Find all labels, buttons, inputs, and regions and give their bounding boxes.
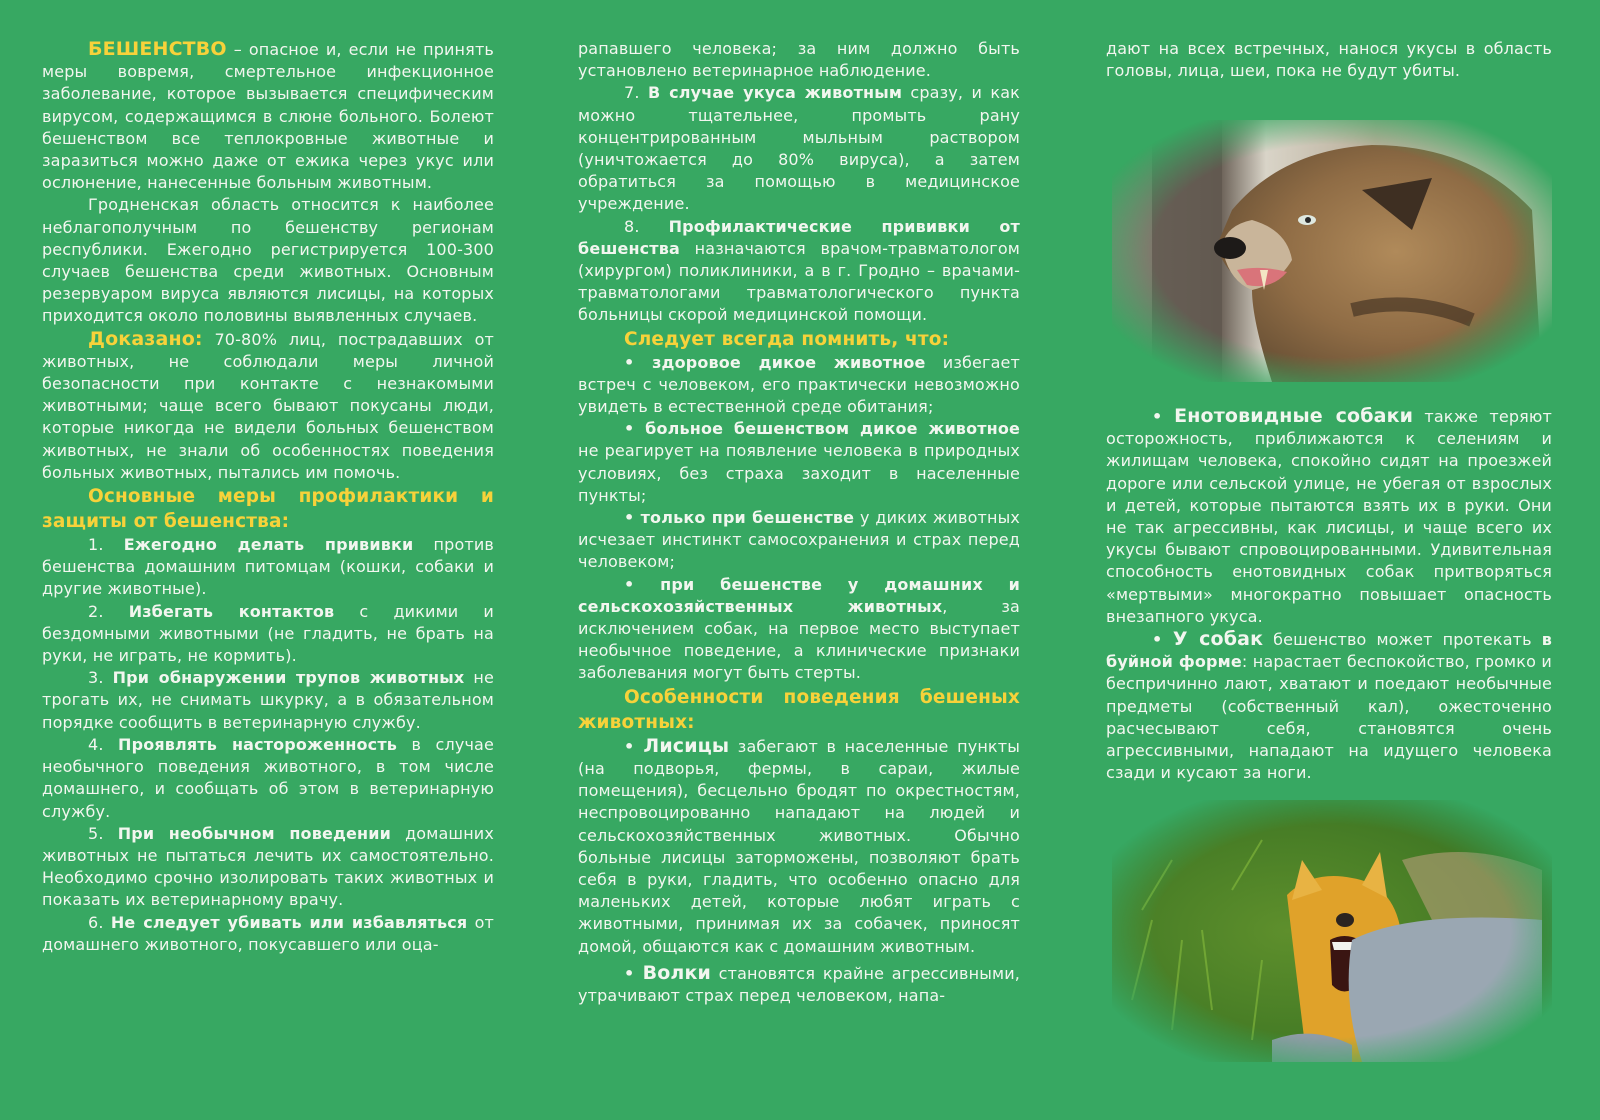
bullet: • [624, 736, 644, 756]
remember-item [578, 574, 1020, 685]
measure-bold: Не следует убивать или избавляться [110, 912, 468, 932]
measure-item [42, 823, 494, 912]
behavior-bold: Енотовидные собаки [1174, 405, 1414, 427]
measure-num: 5. [88, 823, 104, 843]
dog-image [1112, 800, 1552, 1062]
behavior-text: бешенство может протекать [1263, 630, 1542, 650]
remember-text: избегает встреч с человеком, его практически невозможно увидеть в естественной среде обитания; [578, 352, 1020, 417]
measure-bold: В случае укуса животным [647, 83, 903, 103]
proven-label: Доказано: [88, 327, 203, 350]
measure-num: 8. [624, 216, 640, 236]
intro-paragraph [42, 38, 494, 194]
measure-text: назначаются врачом-травматологом (хирургом) поликлиники, а в г. Гродно – врачами-травматологами травматологического пункта больницы скорой медицинской помощи. [578, 238, 1020, 325]
remember-heading: Следует всегда помнить, что: [624, 328, 950, 350]
behavior-bold: Лисицы [643, 734, 730, 757]
behavior-item-foxes [578, 735, 1020, 958]
behavior-text: становятся крайне агрессивными, утрачивают страх перед человеком, напа- [578, 963, 1020, 1005]
grodno-paragraph: Гродненская область относится к наиболее неблагополучным по бешенству регионам республики. Ежегодно регистрируется 100-300 случаев бешенства среди животных. Основным резервуаром вируса являются лисицы, на которых приходится около половины выявленных случаев. [42, 195, 494, 326]
remember-text: не реагирует на появление человека в природных условиях, без страха заходит в населенные пункты; [578, 441, 1020, 505]
intro-text: – опасное и, если не принять меры вовремя, смертельное инфекционное заболевание, которое вызывается специфическим вирусом, содержащимся в слюне больного. Болеют бешенством все теплокровные животные и заразиться можно даже от ежика через укус или ослюнение, нанесенные больным животным. [42, 40, 494, 193]
measure-num: 7. [624, 83, 640, 103]
remember-bold: • при бешенстве у домашних и сельскохозяйственных животных [578, 574, 1020, 616]
remember-item [578, 507, 1020, 574]
wolf-image [1112, 120, 1552, 382]
measure-bold: Избегать контактов [128, 601, 335, 621]
measure-bold: Ежегодно делать прививки [123, 535, 414, 555]
remember-bold: • здоровое дикое животное [624, 352, 926, 372]
behavior-heading: Особенности поведения бешеных животных: [578, 686, 1020, 733]
measure-item [42, 667, 494, 734]
measure-num: 6. [88, 912, 111, 932]
measure-text: домашних животных не пытаться лечить их самостоятельно. Необходимо срочно изолировать таких животных и показать их ветеринарному врачу. [42, 823, 494, 910]
measure-item [42, 534, 494, 601]
behavior-bold: Волки [642, 961, 711, 984]
bullet: • [1152, 630, 1173, 650]
measure-num: 3. [88, 668, 104, 688]
remember-bold: • больное бешенством дикое животное [624, 419, 1020, 439]
behavior-item-raccoon-dogs [1106, 405, 1552, 628]
measure-num: 1. [88, 535, 104, 555]
proven-paragraph [42, 328, 494, 484]
right-column-bottom [1106, 405, 1552, 784]
measure-num: 4. [88, 734, 104, 754]
measure-text: от домашнего животного, покусавшего или оца- [42, 912, 494, 954]
bullet: • [1152, 407, 1175, 426]
measure-text: с дикими и бездомными животными (не гладить, не брать на руки, не играть, не кормить). [42, 601, 494, 666]
measure-text: не трогать их, не снимать шкурку, а в обязательном порядке сообщить в ветеринарную службу. [42, 668, 494, 732]
measure-num: 2. [88, 601, 104, 621]
measure-item [42, 601, 494, 668]
measures-heading: Основные меры профилактики и защиты от бешенства: [42, 486, 494, 533]
behavior-bold: У собак [1172, 628, 1264, 651]
measures-list [42, 534, 494, 956]
measure-item [42, 912, 494, 956]
remember-item [578, 418, 1020, 507]
measure-bold: При обнаружении трупов животных [112, 668, 465, 688]
wolf-photo [1112, 120, 1552, 382]
behavior-text: также теряют осторожность, приближаются к селениям и жилищам человека, спокойно сидят на проезжей дороге или сельской улице, не убегая от взрослых и детей, которые пытаются взять их в руки. Они не так агрессивны, как лисицы, и чаще всего их укусы бывают спровоцированными. Удивительная способность енотовидных собак притворяться «мертвыми» многократно повышает опасность внезапного укуса. [1106, 407, 1553, 626]
measure-bold: Профилактические прививки от бешенства [578, 216, 1020, 258]
right-column-top [1106, 38, 1552, 82]
behavior-item-dogs [1106, 628, 1552, 784]
middle-column [578, 38, 1020, 1007]
bullet: • [624, 963, 643, 983]
dog-photo [1112, 800, 1552, 1062]
remember-item [578, 352, 1020, 419]
title-rabies: БЕШЕНСТВО [88, 38, 227, 60]
behavior-text: забегают в населенные пункты (на подворья, фермы, в сараи, жилые помещения), бесцельно бродят по окрестностям, неспровоцированно нападают на людей и сельскохозяйственных животных. Обычно больные лисицы заторможены, позволяют брать себя в руки, гладить, что особенно опасно для маленьких детей, которые любят играть с животными, принимая их за собачек, приносят домой, общаются как с домашним животным. [578, 736, 1020, 956]
measure-item [578, 82, 1020, 215]
measure-bold: При необычном поведении [117, 823, 391, 843]
remember-bold: • только при бешенстве [624, 508, 855, 528]
measure-item [578, 216, 1020, 327]
measure-text: в случае необычного поведения животного, в том числе домашнего, и сообщать об этом в ветеринарную службу. [42, 734, 495, 821]
measure-text: сразу, и как можно тщательнее, промыть рану концентрированным мыльным раствором (уничтожается до 80% вируса), а затем обратиться за помощью в медицинское учреждение. [578, 83, 1020, 214]
left-column [42, 38, 494, 956]
behavior-text-2: : нарастает беспокойство, громко и беспричинно лают, хватают и поедают необычные предметы (собственный кал), ожесточенно расчесывают себя, становятся очень агрессивными, нападают на идущего человека сзади и кусают за ноги. [1106, 652, 1552, 783]
proven-text: 70-80% лиц, пострадавших от животных, не соблюдали меры личной безопасности при контакте с незнакомыми животными; чаще всего бывают покусаны люди, которые никогда не видели больных бешенством животных, не знали об особенностях поведения больных животных, пытались им помочь. [42, 329, 494, 482]
behavior-item-wolves [578, 962, 1020, 1007]
behavior-bold-2: в буйной форме [1106, 630, 1552, 672]
measure-item [42, 734, 494, 823]
measure-bold: Проявлять настороженность [118, 734, 398, 754]
remember-text: у диких животных исчезает инстинкт самосохранения и страх перед человеком; [578, 508, 1020, 572]
remember-text: , за исключением собак, на первое место выступает необычное поведение, а клинические признаки заболевания могут быть стерты. [578, 596, 1020, 683]
measure-text: против бешенства домашним питомцам (кошки, собаки и другие животные). [42, 535, 494, 599]
continued-text: рапавшего человека; за ним должно быть установлено ветеринарное наблюдение. [578, 39, 1020, 81]
continued-text: дают на всех встречных, нанося укусы в область головы, лица, шеи, пока не будут убиты. [1106, 39, 1552, 81]
